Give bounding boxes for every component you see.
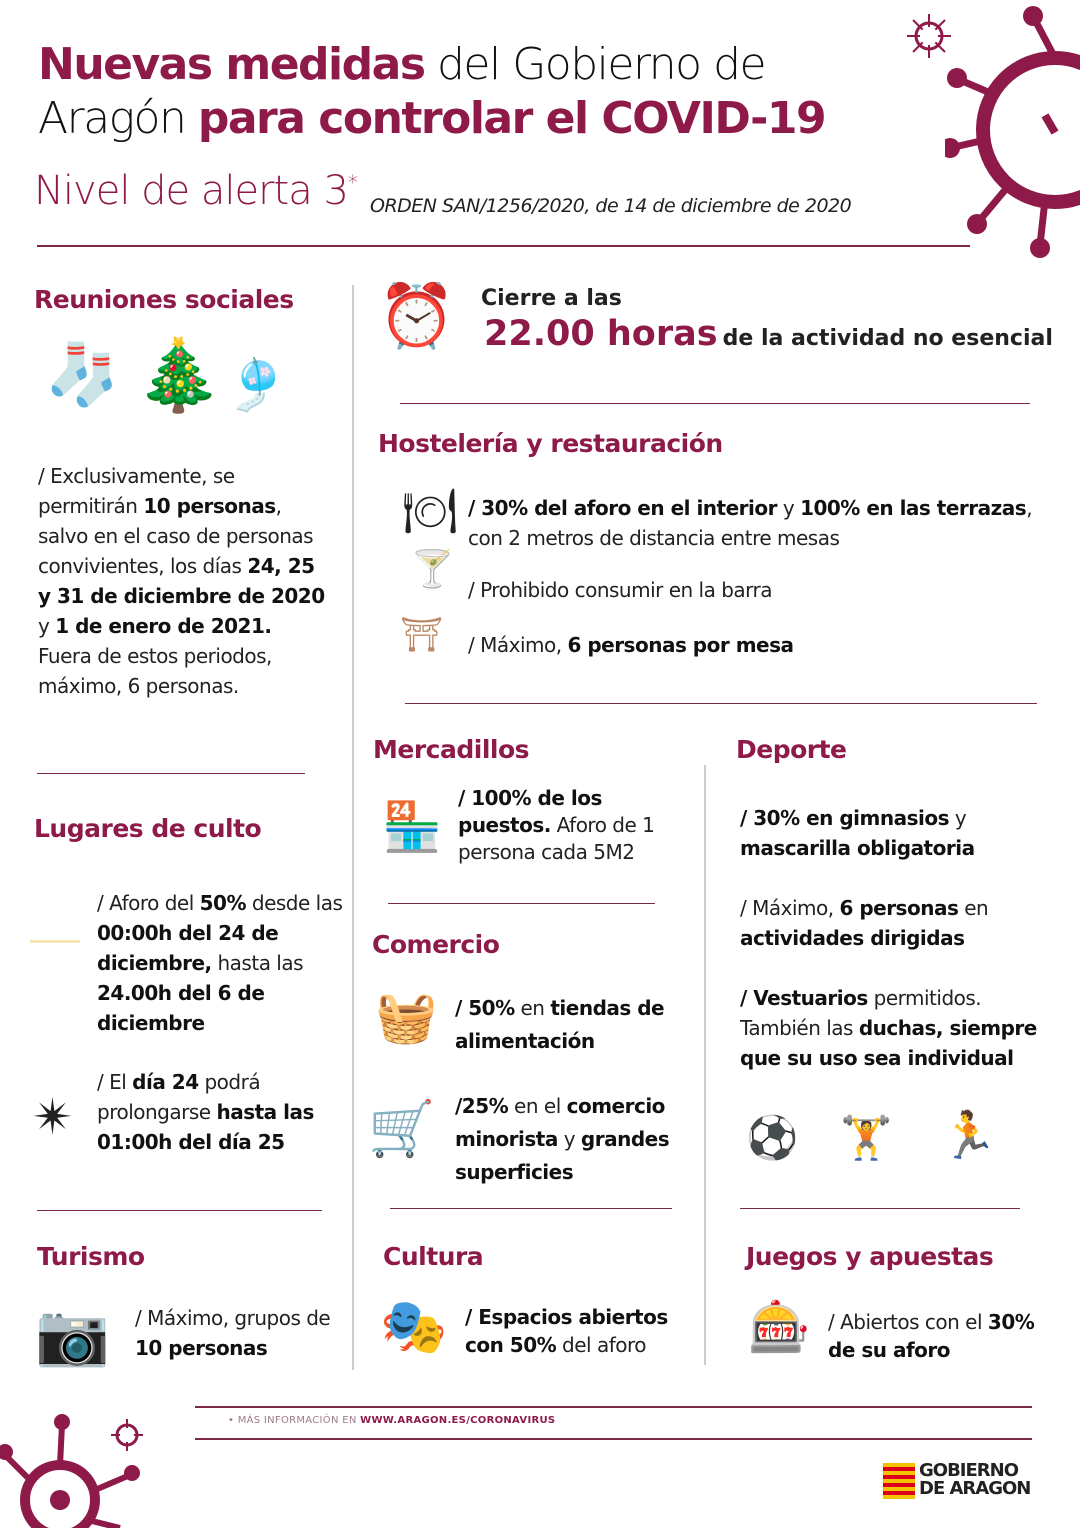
bold-text: / 30% en gimnasios [740,806,950,830]
bold-text: actividades dirigidas [740,926,965,950]
divider [400,403,1030,404]
title-line-1 [38,38,765,92]
grocery-basket-icon: 🧺 [375,988,438,1046]
bold-text: comercio minorista [455,1094,665,1151]
text: / El [97,1070,133,1094]
logo-text: GOBIERNO DE ARAGON [919,1460,1031,1499]
bold-text: mascarilla obligatoria [740,836,975,860]
runner-icon: 🏃 [940,1108,998,1162]
text: hasta las [211,951,304,975]
column-divider [352,285,354,1370]
bold-text: día 24 [132,1070,199,1094]
text: Fuera de estos periodos, máximo, 6 personas. [38,644,272,698]
christmas-tree-icon: 🎄 [135,334,223,416]
deporte-item-3 [740,983,1060,1073]
text: podrá prolongarse [97,1070,261,1124]
bold-text: para controlar el COVID-19 [197,93,826,144]
juegos-text [828,1308,1048,1364]
text: / Exclusivamente, se permitirán [38,464,235,518]
text: / Máximo, grupos de [135,1306,331,1330]
text: / Aforo del [97,891,200,915]
text: , con 2 metros de distancia entre mesas [468,496,1033,550]
text: desde las [246,891,343,915]
cierre-line [484,314,1053,354]
culto-item-1 [97,888,347,1038]
text: en el [508,1094,567,1118]
text: en [514,996,551,1020]
text: y [949,806,967,830]
cultura-text [465,1303,695,1359]
text: Aragón [38,93,198,144]
section-title-hosteleria: Hostelería y restauración [378,429,723,458]
footer-info: • MÁS INFORMACIÓN EN WWW.ARAGON.ES/CORONAVIRUS [228,1415,556,1426]
text: / Prohibido consumir en la barra [468,578,773,602]
cierre-post: de la actividad no esencial [722,326,1053,351]
deporte-item-1 [740,803,1060,863]
hosteleria-item-2 [468,575,1028,605]
divider [740,1208,1020,1209]
mercadillos-text [458,785,678,866]
divider [388,903,655,904]
serving-dish-icon: 🍽 [402,486,458,537]
alert-level-text: Nivel de alerta 3 [34,168,348,214]
text: del aforo [556,1333,646,1357]
bold-text: /25% [455,1094,509,1118]
cocktail-icon: 🍸 [410,549,455,590]
text: y [557,1127,581,1151]
text: / Máximo, [740,896,840,920]
alert-mark: * [347,170,357,195]
reuniones-text [38,461,328,701]
comercio-item-1 [455,992,690,1058]
bold-text: 6 personas [839,896,959,920]
market-stall-icon: 🏪 [382,799,442,855]
text: permitidos. También las [740,986,982,1040]
text: Aforo de 1 persona cada 5M2 [458,813,655,864]
culto-item-2 [97,1067,342,1157]
divider [195,1438,1032,1440]
cierre-pre: Cierre a las [481,286,622,311]
bold-text: 10 personas [143,494,276,518]
section-title-cultura: Cultura [383,1242,484,1271]
bold-text: / Vestuarios [740,986,868,1010]
small-virus-icon [905,12,953,60]
bold-text: / 50% [455,996,515,1020]
sparkle-icon [30,940,80,943]
small-virus-icon-bottom [110,1418,144,1452]
text: / Abiertos con el [828,1310,988,1334]
cierre-time: 22.00 horas [484,314,718,354]
divider [37,773,305,774]
text: y [777,496,801,520]
text: , salvo en el caso de personas convivientes, los días [38,494,314,578]
section-title-reuniones: Reuniones sociales [34,285,294,314]
shopping-cart-icon: 🛒 [368,1097,436,1160]
bold-text: tiendas de alimentación [455,996,665,1053]
bold-text: 1 de enero de 2021. [55,614,272,638]
comercio-item-2 [455,1090,695,1189]
hosteleria-item-3 [468,630,1028,660]
section-title-deporte: Deporte [736,735,847,764]
ornaments-icon: 🎐 [225,356,288,414]
bold-text: 00:00h del 24 de diciembre, [97,921,279,975]
bold-text: grandes superficies [455,1127,670,1184]
alert-level [34,168,357,214]
divider [37,1210,322,1211]
bold-text: Nuevas medidas [38,39,425,90]
weightlifter-icon: 🏋 [840,1113,893,1162]
deporte-item-2 [740,893,1060,953]
bold-text: hasta las 01:00h del día 25 [97,1100,314,1154]
order-reference: ORDEN SAN/1256/2020, de 14 de diciembre de 2020 [370,195,852,217]
text: / Máximo, [468,633,568,657]
bold-text: / Espacios abiertos con 50% [465,1305,668,1357]
table-chairs-icon: ⛩ [400,615,444,655]
section-title-turismo: Turismo [37,1242,145,1271]
footer-pre: MÁS INFORMACIÓN EN [237,1415,361,1426]
bold-text: 100% en las terrazas [800,496,1027,520]
section-title-juegos: Juegos y apuestas [746,1242,994,1271]
divider [390,1208,672,1209]
bold-text: / 100% de los puestos. [458,786,602,837]
soccer-ball-icon: ⚽ [746,1113,799,1162]
poker-chips-icon: 🎰 [748,1298,811,1356]
bold-text: 24, 25 y 31 de diciembre de 2020 [38,554,325,608]
camera-icon: 📷 [35,1300,110,1370]
divider [37,245,970,247]
stocking-icon: 🧦 [45,340,120,410]
theater-masks-icon: 🎭 [380,1295,448,1358]
divider [405,703,1037,704]
bold-text: 10 personas [135,1336,268,1360]
virus-icon [945,0,1080,260]
bold-text: 6 personas por mesa [567,633,794,657]
turismo-text [135,1303,335,1363]
footer-link[interactable]: WWW.ARAGON.ES/CORONAVIRUS [360,1415,556,1426]
section-title-mercadillos: Mercadillos [373,735,530,764]
star-icon: ✴ [32,1088,74,1146]
title-line-2 [38,92,825,146]
column-divider [704,765,706,1365]
alarm-clock-icon: ⏰ [378,279,456,352]
bold-text: 24.00h del 6 de diciembre [97,981,265,1035]
bold-text: / 30% del aforo en el interior [468,496,777,520]
divider [195,1406,1032,1408]
text: en [958,896,989,920]
bold-text: 30% de su aforo [828,1310,1035,1362]
bold-text: duchas, siempre que su uso sea individual [740,1016,1037,1070]
text: y [38,614,56,638]
aragon-flag-icon [883,1463,915,1499]
bold-text: 50% [199,891,247,915]
hosteleria-item-1 [468,493,1038,553]
text: del Gobierno de [424,39,766,90]
section-title-culto: Lugares de culto [34,814,262,843]
section-title-comercio: Comercio [372,930,500,959]
